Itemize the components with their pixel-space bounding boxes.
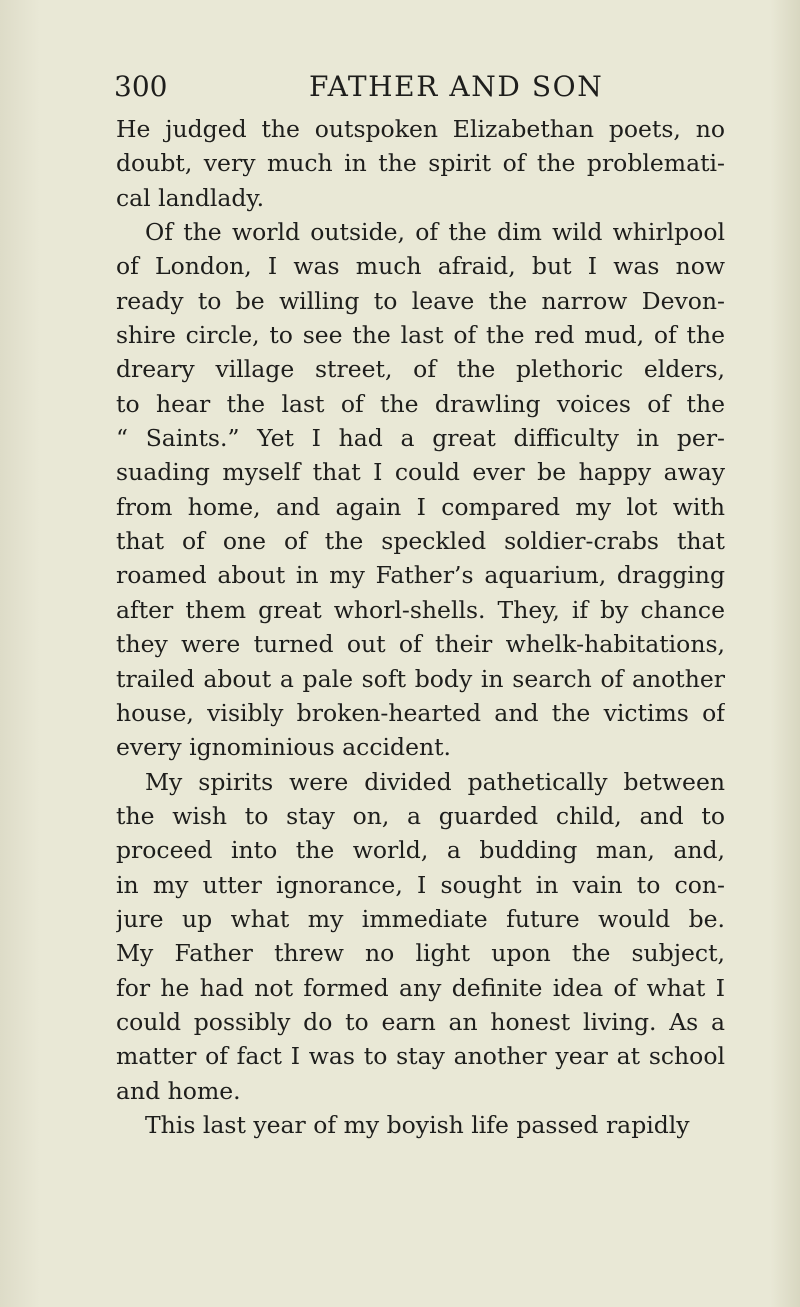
text-line: This last year of my boyish life passed rapidly bbox=[145, 1110, 690, 1139]
text-line: doubt, very much in the spirit of the problemati- bbox=[116, 149, 725, 178]
text-line: matter of fact I was to stay another year at school bbox=[116, 1042, 725, 1071]
text-line: He judged the outspoken Elizabethan poets, no bbox=[116, 115, 725, 143]
text-line: trailed about a pale soft body in search of another bbox=[116, 664, 725, 693]
page-header bbox=[114, 70, 714, 110]
text-line: they were turned out of their whelk-habitations, bbox=[116, 630, 725, 659]
text-line: My Father threw no light upon the subject, bbox=[116, 939, 725, 968]
text-line: roamed about in my Father’s aquarium, dragging bbox=[116, 561, 725, 590]
text-line: ready to be willing to leave the narrow Devon- bbox=[116, 286, 725, 315]
text-line: My spirits were divided pathetically between bbox=[145, 767, 725, 796]
text-line: could possibly do to earn an honest living. As a bbox=[116, 1007, 725, 1036]
text-line: in my utter ignorance, I sought in vain to con- bbox=[116, 870, 725, 899]
text-line: for he had not formed any definite idea of what I bbox=[116, 973, 725, 1002]
text-line: that of one of the speckled soldier-crabs that bbox=[116, 527, 725, 556]
text-line: after them great whorl-shells. They, if by chance bbox=[116, 595, 725, 624]
text-line: house, visibly broken-hearted and the victims of bbox=[116, 698, 725, 727]
text-line: proceed into the world, a budding man, and, bbox=[116, 836, 725, 865]
text-line: and home. bbox=[116, 1076, 241, 1105]
text-line: of London, I was much afraid, but I was now bbox=[116, 252, 725, 281]
text-line: suading myself that I could ever be happy away bbox=[116, 458, 725, 487]
text-line: the wish to stay on, a guarded child, and to bbox=[116, 801, 725, 830]
text-line: jure up what my immediate future would be. bbox=[116, 904, 725, 933]
body-text bbox=[116, 112, 725, 1142]
text-line: cal landlady. bbox=[116, 183, 265, 212]
text-line: from home, and again I compared my lot with bbox=[116, 492, 725, 521]
text-line: “ Saints.” Yet I had a great difficulty in per- bbox=[116, 424, 725, 453]
text-line: every ignominious accident. bbox=[116, 733, 452, 762]
running-title: FATHER AND SON bbox=[309, 70, 604, 103]
text-line: shire circle, to see the last of the red mud, of the bbox=[116, 321, 725, 350]
page-number: 300 bbox=[114, 70, 168, 103]
text-line: dreary village street, of the plethoric elders, bbox=[116, 355, 725, 384]
text-line: to hear the last of the drawling voices of the bbox=[116, 389, 725, 418]
text-line: Of the world outside, of the dim wild whirlpool bbox=[145, 218, 725, 247]
